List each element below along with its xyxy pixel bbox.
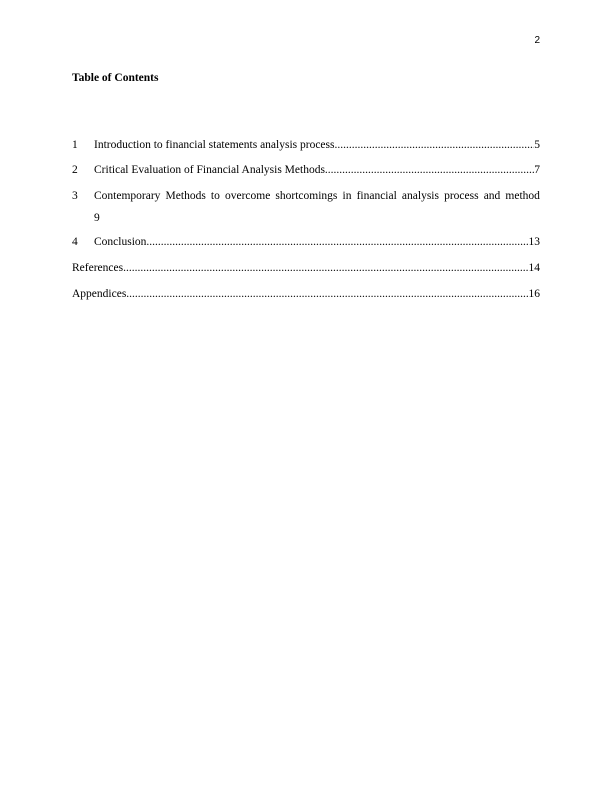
toc-word: method (505, 190, 540, 202)
toc-word: Methods (165, 190, 206, 202)
page-number: 2 (534, 35, 540, 46)
toc-word: in (342, 190, 352, 202)
toc-word: Contemporary (94, 190, 161, 202)
toc-word: financial (356, 190, 397, 202)
toc-entry-text: Conclusion (94, 236, 147, 248)
toc-word: analysis (401, 190, 439, 202)
toc-entry-text-line (94, 189, 540, 203)
toc-word: shortcomings (275, 190, 338, 202)
toc-leader-dots (123, 261, 528, 275)
toc-entry-1[interactable] (72, 138, 540, 152)
toc-leader-dots (126, 287, 528, 301)
toc-entry-text: References (72, 262, 124, 274)
toc-entry-page: 14 (528, 262, 540, 274)
toc-entry-2[interactable] (72, 163, 540, 177)
toc-entry-4[interactable] (72, 235, 540, 249)
toc-entry-text: Introduction to financial statements analysis process (94, 139, 335, 151)
toc-word: process (444, 190, 479, 202)
toc-entry-page: 7 (534, 164, 540, 176)
toc-entry-page: 16 (528, 288, 540, 300)
toc-entry-number: 4 (72, 236, 78, 248)
toc-entry-text: Appendices (72, 288, 127, 300)
toc-entry-page: 13 (528, 236, 540, 248)
toc-word: overcome (224, 190, 271, 202)
toc-entry-text: Critical Evaluation of Financial Analysis Methods (94, 164, 325, 176)
toc-word: and (483, 190, 501, 202)
toc-leader-dots (146, 235, 528, 249)
toc-entry-number: 3 (72, 190, 78, 202)
toc-leader-dots (325, 163, 534, 177)
toc-word: to (210, 190, 220, 202)
toc-entry-number: 2 (72, 164, 78, 176)
toc-entry-page: 9 (94, 212, 100, 224)
toc-leader-dots (334, 138, 534, 152)
toc-entry-appendices[interactable] (72, 287, 540, 301)
toc-entry-3[interactable] (72, 189, 540, 229)
toc-entry-number: 1 (72, 139, 78, 151)
toc-entry-references[interactable] (72, 261, 540, 275)
toc-entry-page: 5 (534, 139, 540, 151)
toc-title: Table of Contents (72, 72, 159, 84)
